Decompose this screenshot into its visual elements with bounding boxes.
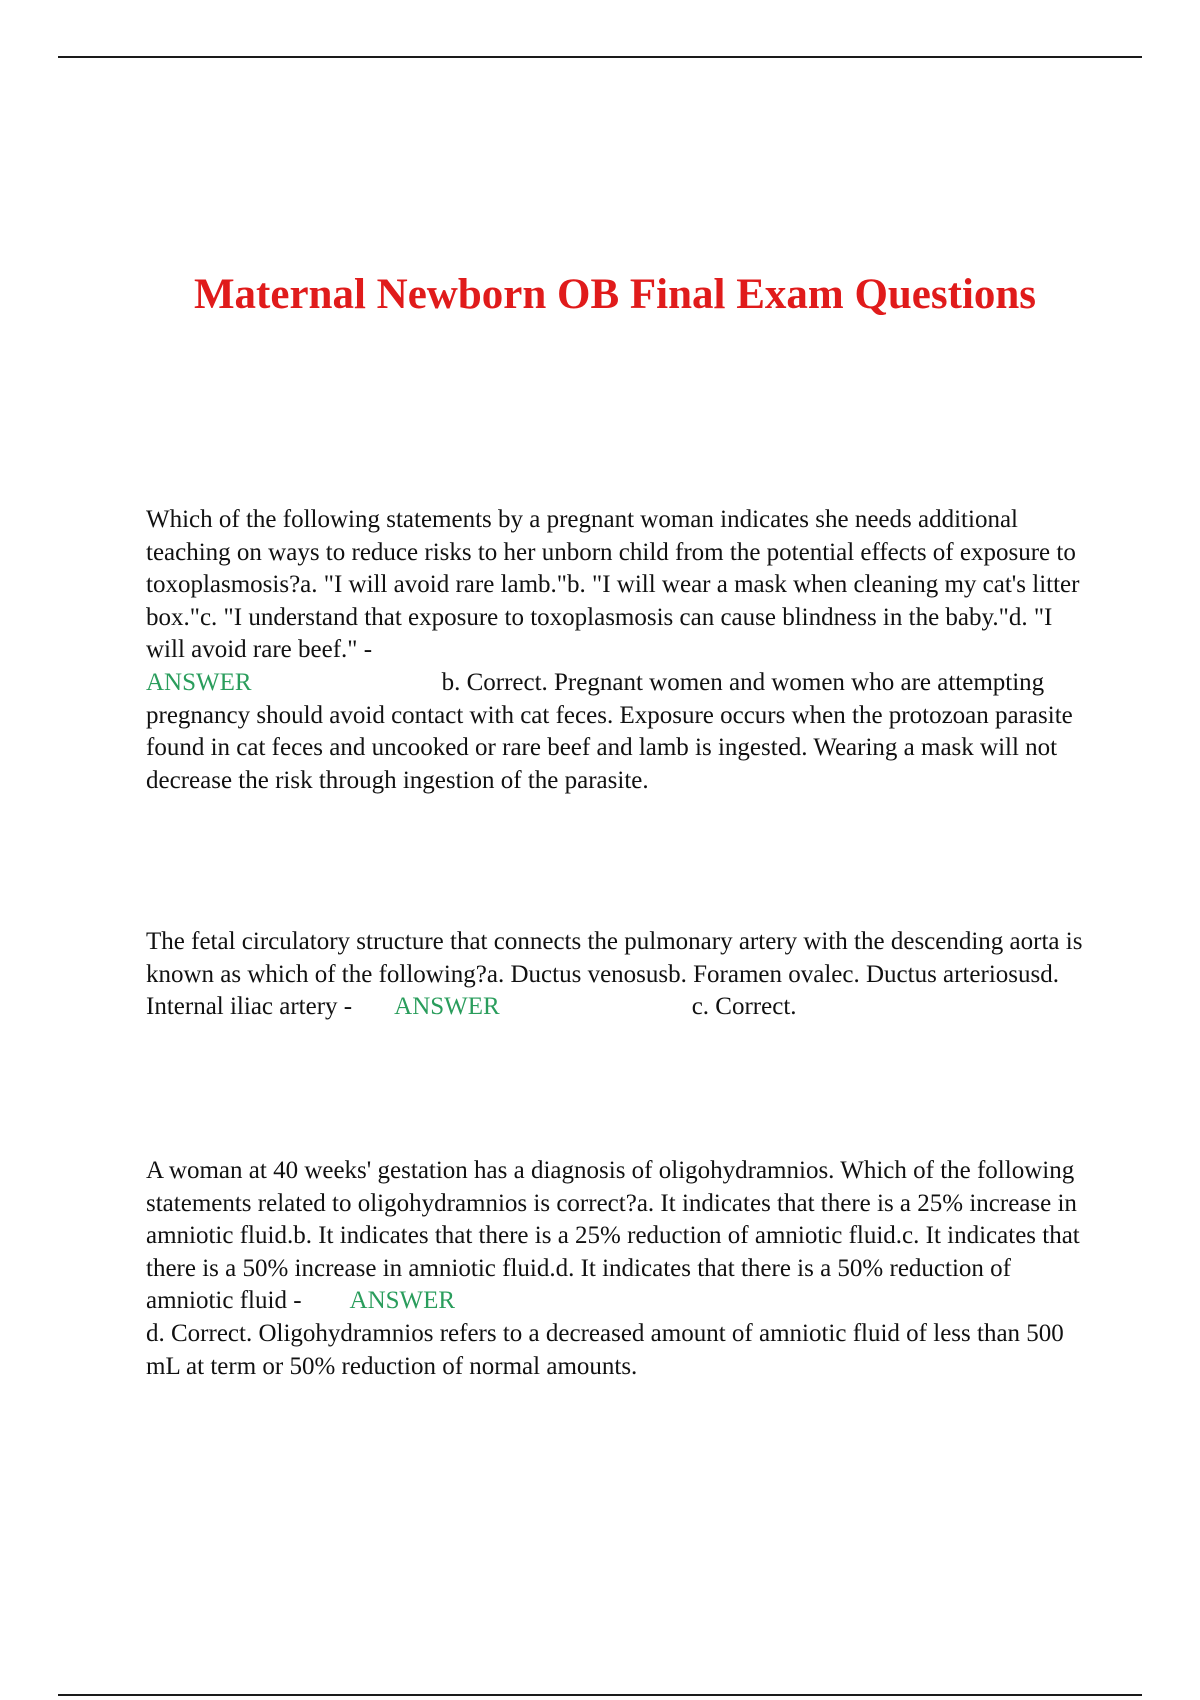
question-block: [146, 504, 1092, 797]
question-text: Which of the following statements by a pregnant woman indicates she needs additional teaching on ways to reduce risks to her unborn child from the potential effects of exposure to toxoplasmosis?a. "I will avoid rare lamb."b. "I will wear a mask when cleaning my cat's litter box."c. "I understand that exposure to toxoplasmosis can cause blindness in the baby."d. "I will avoid rare beef." -: [146, 506, 1080, 664]
footer-rule: [58, 1694, 1142, 1696]
question-block: [146, 926, 1092, 1024]
answer-text: d. Correct. Oligohydramnios refers to a decreased amount of amniotic fluid of less than 500 mL at term or 50% reduction of normal amounts.: [146, 1319, 1064, 1380]
answer-label: ANSWER: [394, 993, 500, 1021]
answer-text: b. Correct. Pregnant women and women who are attempting pregnancy should avoid contact with cat feces. Exposure occurs when the protozoan parasite found in cat feces and uncooked or rare beef and lamb is ingested. Wearing a mask will not decrease the risk through ingestion of the parasite.: [146, 668, 1073, 794]
answer-text: c. Correct.: [691, 993, 797, 1021]
header-rule: [58, 56, 1142, 58]
question-block: [146, 1155, 1092, 1383]
question-text: A woman at 40 weeks' gestation has a diagnosis of oligohydramnios. Which of the following statements related to oligohydramnios is correct?a. It indicates that there is a 25% increase in amniotic fluid.b. It indicates that there is a 25% reduction of amniotic fluid.c. It indicates that there is a 50% increase in amniotic fluid.d. It indicates that there is a 50% reduction of amniotic fluid -: [146, 1157, 1080, 1315]
answer-label: ANSWER: [349, 1287, 456, 1315]
question-text: The fetal circulatory structure that connects the pulmonary artery with the descending aorta is known as which of the following?a. Ductus venosusb. Foramen ovalec. Ductus arteriosusd. Internal iliac artery -: [146, 928, 1083, 1021]
answer-label: ANSWER: [146, 668, 252, 696]
document-title: Maternal Newborn OB Final Exam Questions: [193, 271, 1037, 318]
